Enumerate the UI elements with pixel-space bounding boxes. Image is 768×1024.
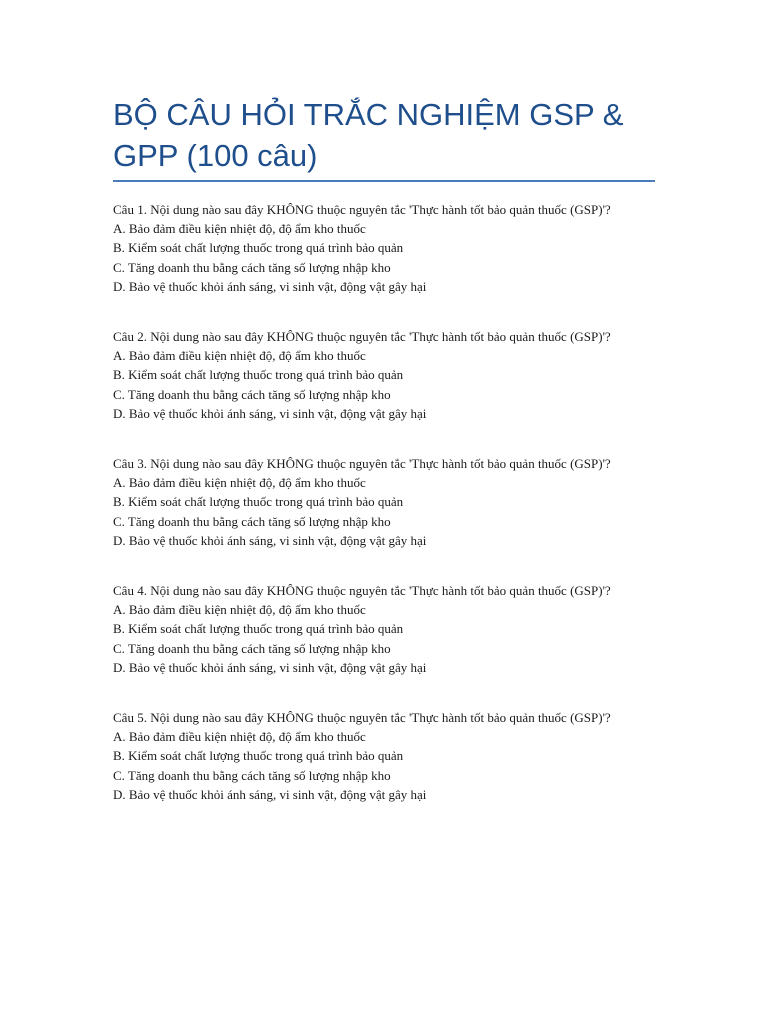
question-text: Câu 5. Nội dung nào sau đây KHÔNG thuộc nguyên tắc 'Thực hành tốt bảo quản thuốc (GSP)'? xyxy=(113,710,611,726)
answer-option-d: D. Bảo vệ thuốc khỏi ánh sáng, vi sinh vật, động vật gây hại xyxy=(113,405,427,421)
answer-option-a: A. Bảo đảm điều kiện nhiệt độ, độ ẩm kho thuốc xyxy=(113,729,366,745)
answer-option-a: A. Bảo đảm điều kiện nhiệt độ, độ ẩm kho thuốc xyxy=(113,348,366,364)
answer-option-a: A. Bảo đảm điều kiện nhiệt độ, độ ẩm kho thuốc xyxy=(113,602,366,618)
answer-option-a: A. Bảo đảm điều kiện nhiệt độ, độ ẩm kho thuốc xyxy=(113,475,366,491)
answer-option-a: A. Bảo đảm điều kiện nhiệt độ, độ ẩm kho thuốc xyxy=(113,221,366,237)
document-title: BỘ CÂU HỎI TRẮC NGHIỆM GSP & GPP (100 câu) xyxy=(113,97,624,173)
answer-option-b: B. Kiểm soát chất lượng thuốc trong quá trình bảo quản xyxy=(113,240,404,256)
question-text: Câu 1. Nội dung nào sau đây KHÔNG thuộc nguyên tắc 'Thực hành tốt bảo quản thuốc (GSP)'? xyxy=(113,202,611,217)
answer-option-c: C. Tăng doanh thu bằng cách tăng số lượng nhập kho xyxy=(113,640,391,656)
answer-option-c: C. Tăng doanh thu bằng cách tăng số lượng nhập kho xyxy=(113,513,391,529)
answer-option-b: B. Kiểm soát chất lượng thuốc trong quá trình bảo quản xyxy=(113,748,404,764)
question-item xyxy=(113,708,658,804)
title-underline xyxy=(113,180,655,182)
answer-option-c: C. Tăng doanh thu bằng cách tăng số lượng nhập kho xyxy=(113,259,391,275)
question-item xyxy=(113,454,658,550)
answer-option-c: C. Tăng doanh thu bằng cách tăng số lượng nhập kho xyxy=(113,386,391,402)
question-item xyxy=(113,200,658,296)
answer-option-d: D. Bảo vệ thuốc khỏi ánh sáng, vi sinh vật, động vật gây hại xyxy=(113,532,427,548)
answer-option-d: D. Bảo vệ thuốc khỏi ánh sáng, vi sinh vật, động vật gây hại xyxy=(113,278,427,294)
answer-option-b: B. Kiểm soát chất lượng thuốc trong quá trình bảo quản xyxy=(113,367,404,383)
question-text: Câu 3. Nội dung nào sau đây KHÔNG thuộc nguyên tắc 'Thực hành tốt bảo quản thuốc (GSP)'? xyxy=(113,456,611,472)
answer-option-d: D. Bảo vệ thuốc khỏi ánh sáng, vi sinh vật, động vật gây hại xyxy=(113,786,427,802)
question-item xyxy=(113,327,658,423)
answer-option-d: D. Bảo vệ thuốc khỏi ánh sáng, vi sinh vật, động vật gây hại xyxy=(113,659,427,675)
question-list xyxy=(113,200,658,835)
answer-option-b: B. Kiểm soát chất lượng thuốc trong quá trình bảo quản xyxy=(113,494,404,510)
question-text: Câu 2. Nội dung nào sau đây KHÔNG thuộc nguyên tắc 'Thực hành tốt bảo quản thuốc (GSP)'? xyxy=(113,329,611,345)
question-text: Câu 4. Nội dung nào sau đây KHÔNG thuộc nguyên tắc 'Thực hành tốt bảo quản thuốc (GSP)'? xyxy=(113,583,611,599)
answer-option-c: C. Tăng doanh thu bằng cách tăng số lượng nhập kho xyxy=(113,767,391,783)
answer-option-b: B. Kiểm soát chất lượng thuốc trong quá trình bảo quản xyxy=(113,621,404,637)
question-item xyxy=(113,581,658,677)
